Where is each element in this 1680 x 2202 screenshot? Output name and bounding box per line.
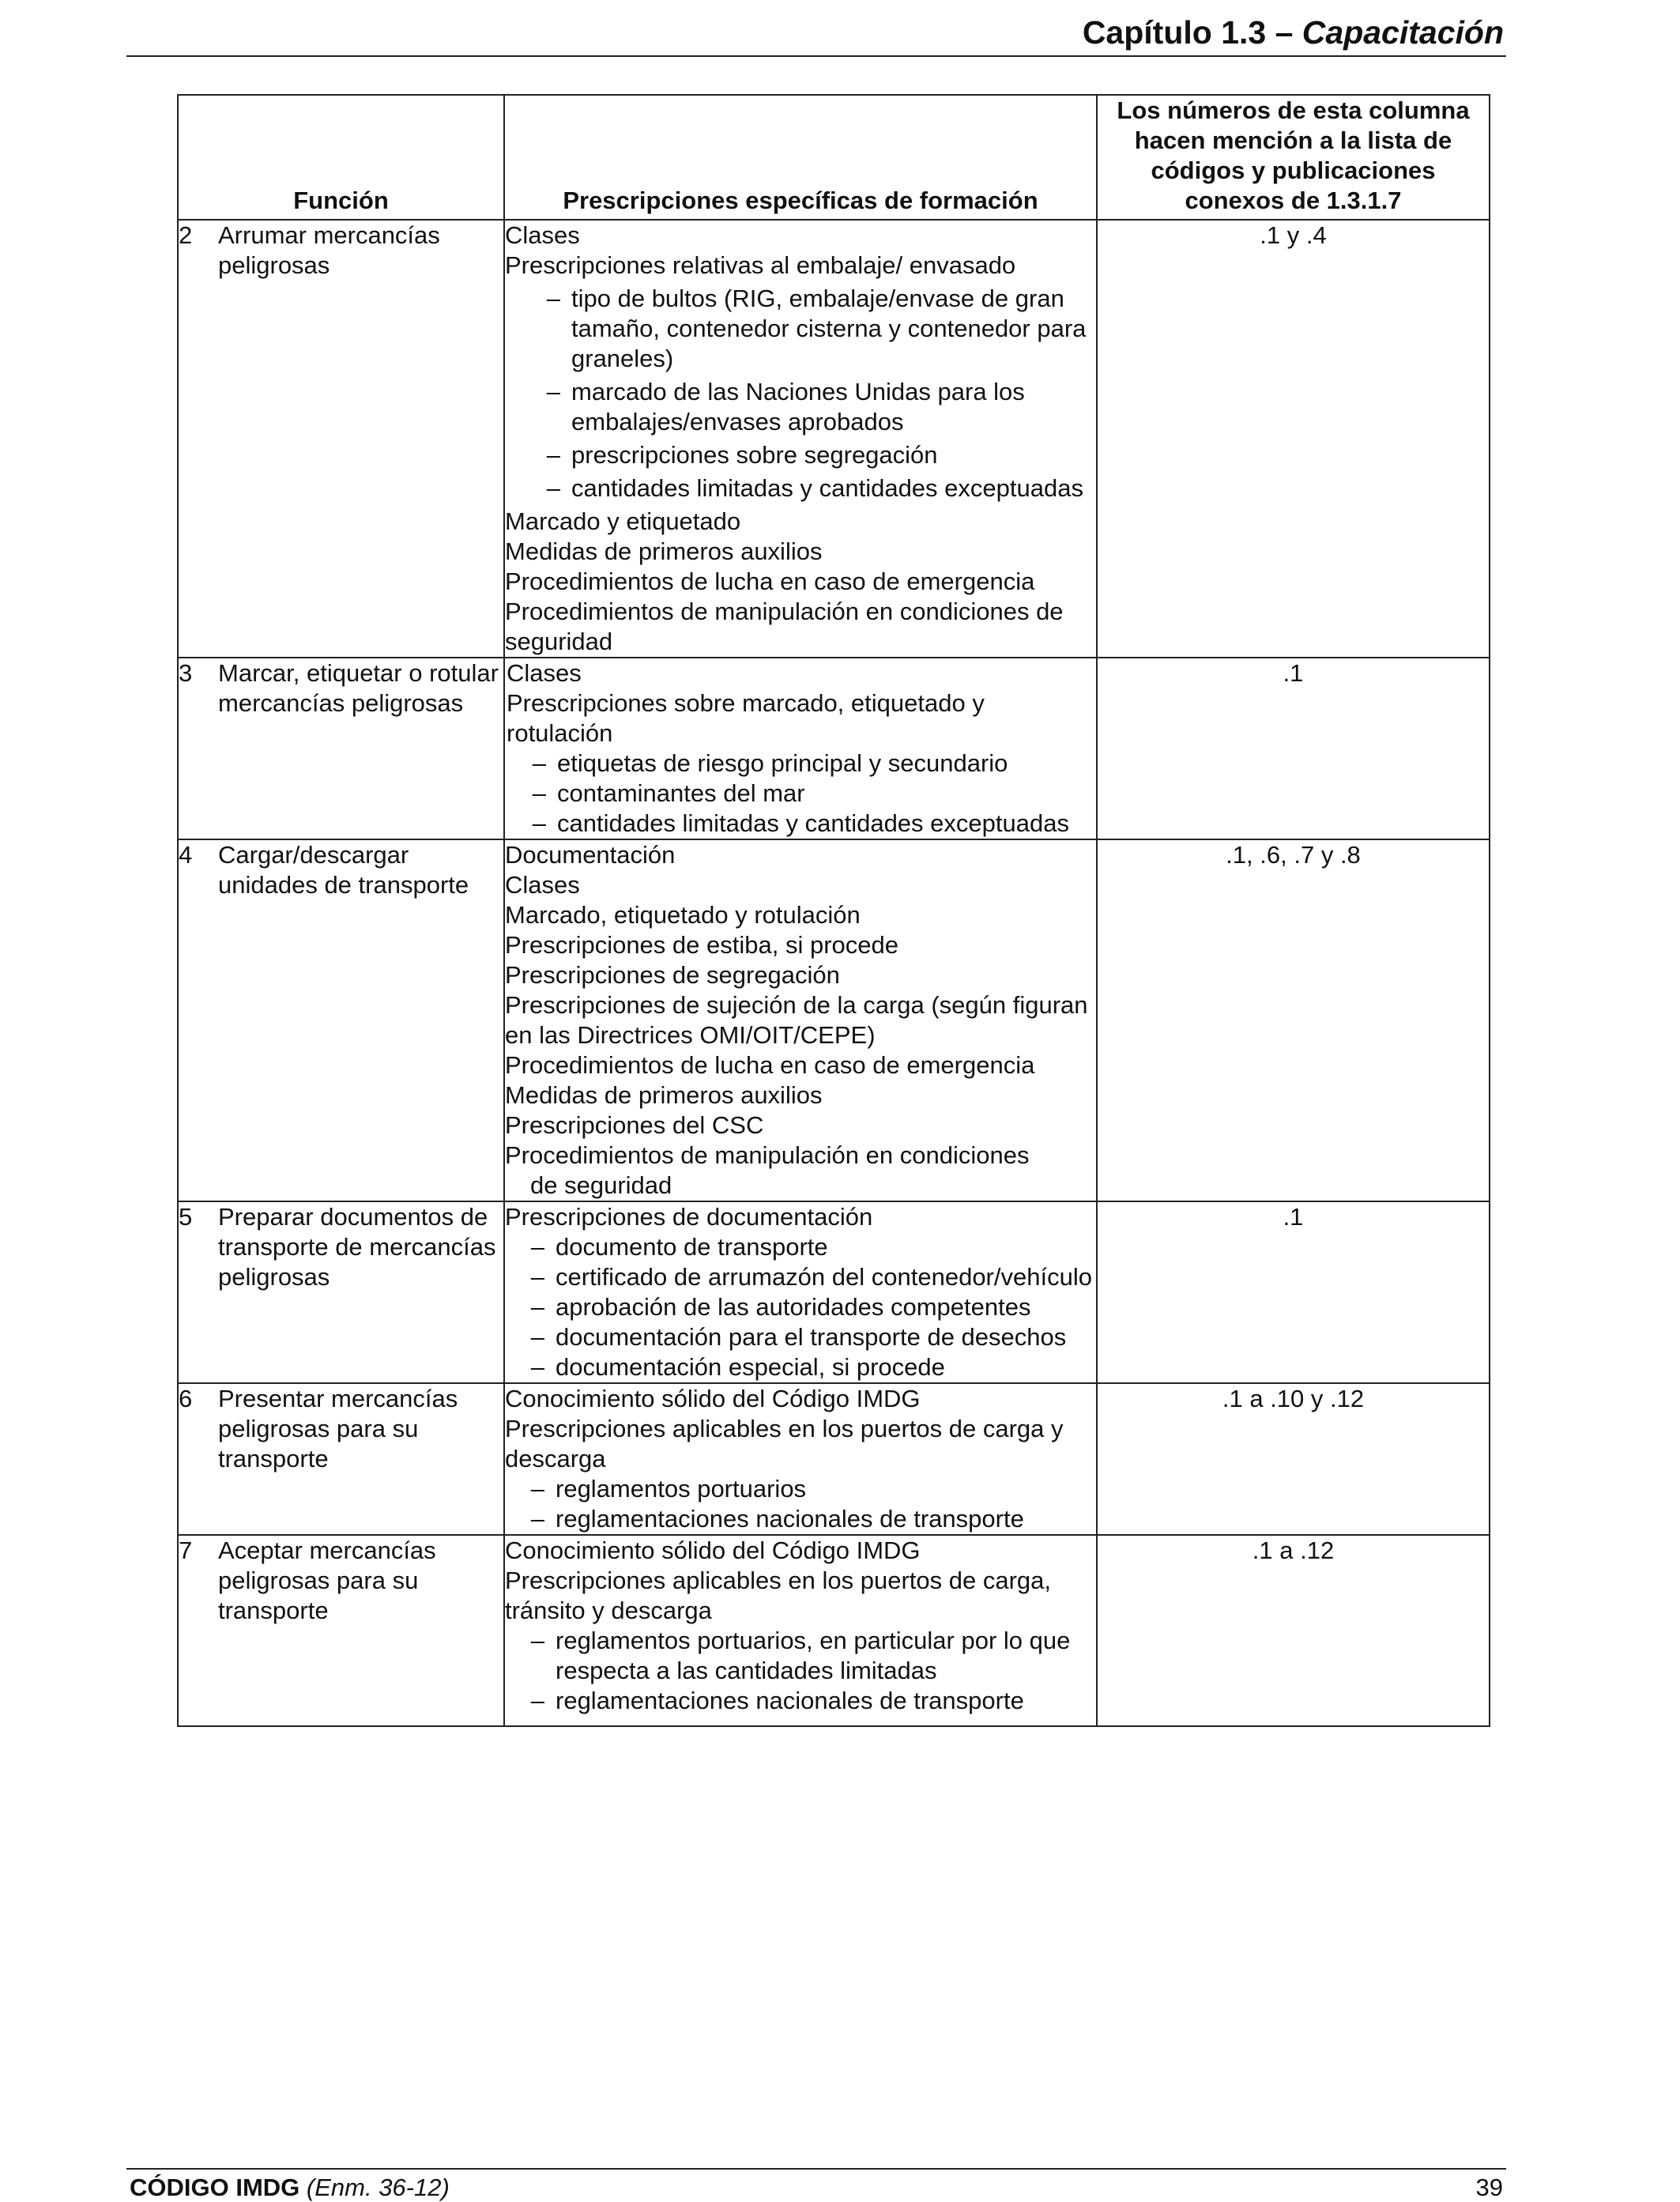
requirement-line: Conocimiento sólido del Código IMDG <box>505 1536 921 1564</box>
requirement-line: Clases <box>507 659 582 687</box>
sub-item: – documentación para el transporte de desechos <box>530 1323 1067 1351</box>
training-table <box>177 94 1490 1727</box>
table-row <box>178 1383 1490 1535</box>
requirement-line: de seguridad <box>530 1171 672 1199</box>
sub-item: – cantidades limitadas y cantidades exceptuadas <box>532 809 1069 837</box>
table-row <box>178 658 1490 839</box>
page-number: 39 <box>1475 2174 1503 2201</box>
row-number: 5 <box>179 1203 193 1231</box>
row-number: 7 <box>179 1536 193 1564</box>
requirement-line: Prescripciones sobre marcado, etiquetado y rotulación <box>507 689 985 747</box>
sub-item: – certificado de arrumazón del contenedor/vehículo <box>530 1263 1092 1291</box>
row-number: 2 <box>179 221 193 249</box>
chapter-title <box>1083 14 1504 51</box>
function-cell <box>178 1201 504 1383</box>
chapter-name: Capacitación <box>1301 14 1504 51</box>
function-cell <box>178 220 504 658</box>
sub-item: – reglamentaciones nacionales de transporte <box>530 1687 1024 1714</box>
sub-item: – tipo de bultos (RIG, embalaje/envase de gran tamaño, contenedor cisterna y contenedor para graneles) <box>546 285 1087 372</box>
function-text: Presentar mercancías peligrosas para su transporte <box>218 1385 458 1472</box>
reference-cell: .1 a .10 y .12 <box>1097 1383 1490 1535</box>
function-text: Marcar, etiquetar o rotular mercancías peligrosas <box>218 659 499 717</box>
requirement-line: Prescripciones del CSC <box>505 1111 764 1139</box>
chapter-number: Capítulo 1.3 – <box>1082 14 1294 51</box>
amendment: (Enm. 36-12) <box>306 2174 450 2201</box>
sub-item: – documento de transporte <box>530 1233 828 1261</box>
function-text: Cargar/descargar unidades de transporte <box>218 841 469 899</box>
sub-item: – contaminantes del mar <box>532 779 805 807</box>
requirement-line: Conocimiento sólido del Código IMDG <box>505 1385 921 1412</box>
function-cell <box>178 658 504 839</box>
requirement-line: Procedimientos de manipulación en condiciones de seguridad <box>505 598 1064 655</box>
sub-item: – reglamentos portuarios, en particular por lo que respecta a las cantidades limitadas <box>530 1627 1071 1684</box>
row-number: 4 <box>179 841 193 869</box>
function-text: Aceptar mercancías peligrosas para su transporte <box>218 1536 436 1624</box>
function-cell <box>178 1535 504 1726</box>
sub-item: – prescripciones sobre segregación <box>546 441 938 469</box>
header-requirements: Prescripciones específicas de formación <box>504 95 1097 220</box>
sub-item: – documentación especial, si procede <box>530 1353 945 1381</box>
header-references: Los números de esta columna hacen mención a la lista de códigos y publicaciones conexos de 1.3.1.7 <box>1097 95 1490 220</box>
sub-item: – reglamentos portuarios <box>530 1475 807 1503</box>
function-cell <box>178 839 504 1201</box>
requirement-line: Marcado, etiquetado y rotulación <box>505 901 861 929</box>
requirement-line: Documentación <box>505 841 676 869</box>
requirement-line: Clases <box>505 221 580 249</box>
requirement-line: Prescripciones de sujeción de la carga (según figuran en las Directrices OMI/OIT/CEPE) <box>505 991 1088 1049</box>
function-text: Arrumar mercancías peligrosas <box>218 221 440 279</box>
table-row <box>178 220 1490 658</box>
requirement-line: Prescripciones aplicables en los puertos de carga y descarga <box>505 1415 1064 1472</box>
requirements-cell <box>504 1535 1097 1726</box>
requirements-cell <box>504 1383 1097 1535</box>
reference-cell: .1 <box>1097 658 1490 839</box>
sub-item: – etiquetas de riesgo principal y secundario <box>532 749 1008 777</box>
requirement-line: Medidas de primeros auxilios <box>505 537 823 565</box>
requirement-line: Procedimientos de manipulación en condiciones <box>505 1141 1030 1169</box>
sub-item: – reglamentaciones nacionales de transporte <box>530 1505 1024 1533</box>
sub-item: – marcado de las Naciones Unidas para los embalajes/envases aprobados <box>546 378 1025 435</box>
requirement-line: Clases <box>505 871 580 899</box>
table-row <box>178 1201 1490 1383</box>
sub-item: – aprobación de las autoridades competentes <box>530 1293 1031 1321</box>
requirement-line: Procedimientos de lucha en caso de emergencia <box>505 1051 1035 1079</box>
reference-cell: .1 a .12 <box>1097 1535 1490 1726</box>
requirement-line: Prescripciones aplicables en los puertos de carga, tránsito y descarga <box>505 1567 1051 1624</box>
reference-cell: .1, .6, .7 y .8 <box>1097 839 1490 1201</box>
code-name: CÓDIGO IMDG <box>130 2174 300 2201</box>
requirement-line: Prescripciones relativas al embalaje/ envasado <box>505 251 1016 279</box>
header-rule <box>126 55 1506 57</box>
row-number: 3 <box>179 659 193 687</box>
header-function: Función <box>178 95 504 220</box>
table-row <box>178 839 1490 1201</box>
requirement-line: Prescripciones de documentación <box>505 1203 873 1231</box>
requirements-cell <box>504 658 1097 839</box>
footer-code <box>130 2174 450 2202</box>
requirement-line: Prescripciones de segregación <box>505 961 840 989</box>
function-text: Preparar documentos de transporte de mercancías peligrosas <box>218 1203 496 1291</box>
footer-rule <box>126 2168 1506 2170</box>
reference-cell: .1 <box>1097 1201 1490 1383</box>
requirements-cell <box>504 1201 1097 1383</box>
function-cell <box>178 1383 504 1535</box>
sub-item: – cantidades limitadas y cantidades exceptuadas <box>546 474 1083 502</box>
requirement-line: Marcado y etiquetado <box>505 507 741 535</box>
table-row <box>178 1535 1490 1726</box>
requirement-line: Medidas de primeros auxilios <box>505 1081 823 1109</box>
requirement-line: Procedimientos de lucha en caso de emergencia <box>505 567 1035 595</box>
reference-cell: .1 y .4 <box>1097 220 1490 658</box>
requirement-line: Prescripciones de estiba, si procede <box>505 931 898 959</box>
requirements-cell <box>504 220 1097 658</box>
row-number: 6 <box>179 1385 193 1412</box>
table-header-row <box>178 95 1490 220</box>
requirements-cell <box>504 839 1097 1201</box>
